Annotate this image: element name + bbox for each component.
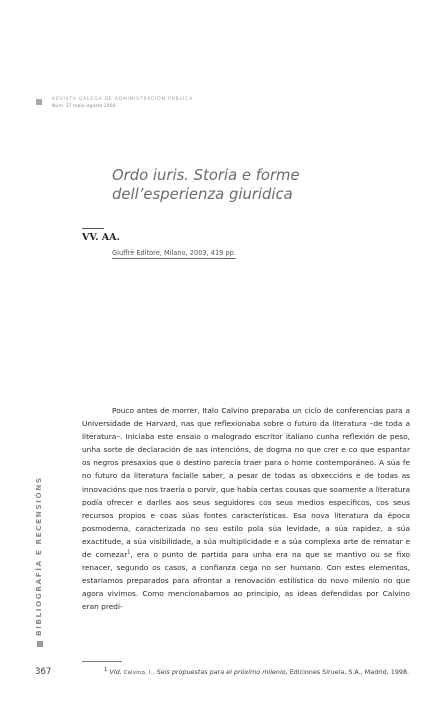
footnote-vid: Vid. [109,668,122,677]
body-text-part-1: Pouco antes de morrer, Italo Calvino preparaba un ciclo de conferencias para a Universidade de Harvard, nas que reflexionaba sobre o futuro da literatura –de toda a literatura–. Iniciaba este ensaio o malogrado escritor italiano cunha reflexión de peso, unha sorte de declaración de sas intencións, de dogma no que crer e co que espantar os negros presaxios que o destino parecía traer para o home contemporáneo. A súa fe no futuro da literatura facíalle saber, a pesar de todas as obxeccións e de todas as innovacións que nos traería o porvir, que había certas cousas que soamente a literatura podía ofrecer e darlles aos seus seguidores cos seus medios específicos, cos seus recursos propios e coas súas fontes características. Esa nova literatura da época posmoderna, caracterizada no seu estilo pola súa levidade, a súa rapidez, a súa exactitude, a súa visibilidade, a súa multiplicidade e a súa complexa arte de rematar e de comezar [82,406,410,560]
body-text-part-2: , era o punto de partida para unha era na que se mantivo ou se fixo renacer, segundo os casos, a confianza cega no ser humano. Con estes elementos, estariamos preparados para afrontar a renovación estilística do novo milenio no que agora vivimos. Como mencionabamos ao principio, as ideas defendidas por Calvino eran predi- [82,550,410,612]
footnote [82,665,410,679]
body-paragraph [82,404,410,614]
section-square-icon [37,641,43,647]
footnote-rule [82,661,122,662]
footnote-reference: 1 [127,549,131,556]
page-number: 367 [35,667,52,677]
publication-details: Giuffrè Editore, Milano, 2003, 419 pp. [112,249,236,257]
review-title: Ordo iuris. Storia e forme dell’esperienza giuridica [112,167,300,203]
review-author: VV. AA. [82,232,120,243]
footnote-work: Seis propuestas para el próximo milenio, [156,668,288,677]
section-label: BIBLIOGRAFÍA E RECENSIÓNS [34,476,43,636]
review-body [82,404,410,614]
journal-square-icon [36,99,42,105]
author-rule [82,228,104,229]
journal-title: REVISTA GALEGA DE ADMINISTRACIÓN PÚBLICA [52,97,194,102]
journal-issue: Núm. 37 maio–agosto 2004 [52,104,116,109]
footnote-author: Calvino, I., [123,670,155,677]
footnote-number: 1 [104,667,108,673]
footnote-publisher: Ediciones Siruela, S.A., Madrid, 1998. [289,668,410,677]
